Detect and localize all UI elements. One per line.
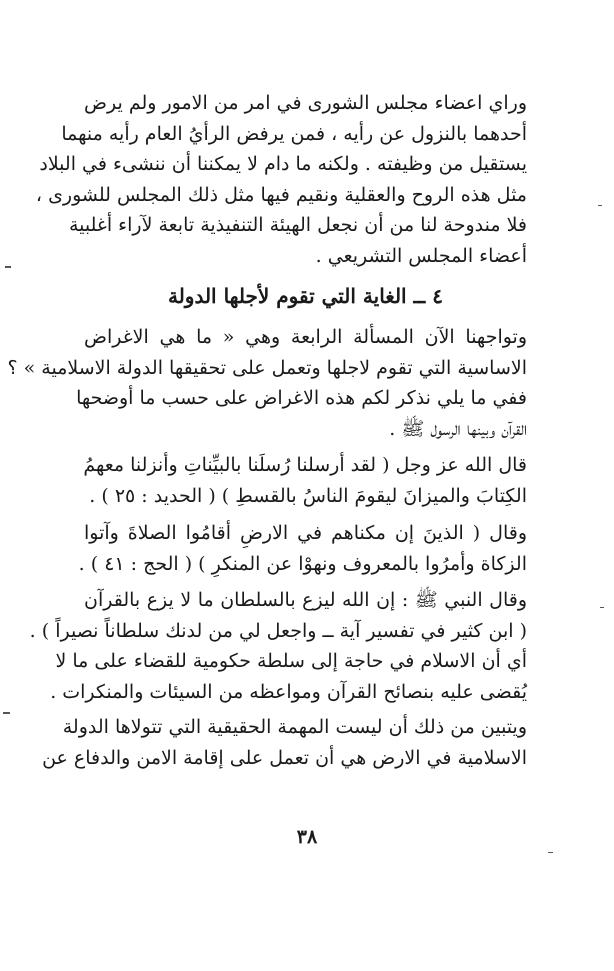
page-number: ٣٨ [296, 826, 318, 848]
text-line: أحدهما بالنزول عن رأيه ، فمن يرفض الرأيُ العام رأيه منهما [61, 122, 527, 145]
text-line: ( ابن كثير في تفسير آية ــ واجعل لي من لدنك سلطاناً نصيراً ) . [29, 619, 527, 642]
paragraph-4 [78, 518, 527, 579]
text-line: مثل هذه الروح والعقلية ونقيم فيها مثل ذلك المجلس للشورى ، [35, 183, 527, 206]
text-line: ففي ما يلي نذكر لكم هذه الاغراض على حسب ما أوضحها [76, 387, 527, 409]
text-line: يُقضى عليه بنصائح القرآن ومواعظه من السيئات والمنكرات . [50, 680, 527, 703]
text-line: يستقيل من وظيفته . ولكنه ما دام لا يمكننا أن ننشىء في البلاد [39, 153, 527, 175]
scan-mark [3, 712, 10, 714]
text-line: وقال النبي ﷺ : إن الله ليزع بالسلطان ما لا يزع بالقرآن [84, 589, 527, 611]
scan-mark [548, 852, 553, 853]
text-line: الزكاة وأمرُوا بالمعروف ونهوْا عن المنكرِ ) ( الحج : ٤١ ) . [78, 552, 527, 575]
text-line: وتواجهنا الآن المسألة الرابعة وهي « ما هي الاغراض [84, 326, 527, 348]
paragraph-3 [84, 450, 527, 511]
scan-mark [600, 607, 604, 608]
paragraph-2 [7, 322, 527, 444]
text-line: أي أن الاسلام في حاجة إلى سلطة حكومية للقضاء على ما لا [55, 650, 527, 672]
text-line: وقال ( الذينَ إن مكناهم في الارضِ أقامُوا الصلاةَ وآتوا [84, 522, 527, 544]
paragraph-6 [42, 712, 527, 773]
text-line: الاساسية التي تقوم لاجلها وتعمل على تحقيقها الدولة الاسلامية » ؟ [7, 356, 527, 379]
text-line: الكِتابَ والميزانَ ليقومَ الناسُ بالقسطِ ) ( الحديد : ٢٥ ) . [89, 484, 527, 507]
text-line: أعضاء المجلس التشريعي . [315, 244, 527, 267]
scan-mark [5, 266, 11, 268]
section-heading: ٤ ــ الغاية التي تقوم لأجلها الدولة [167, 284, 443, 308]
text-line: الاسلامية في الارض هي أن تعمل على إقامة الامن والدفاع عن [42, 746, 527, 769]
paragraph-5 [29, 585, 527, 707]
text-line: فلا مندوحة لنا من أن نجعل الهيئة التنفيذية تابعة لآراء أغلبية [68, 214, 527, 236]
text-line: وراي اعضاء مجلس الشورى في امر من الامور ولم يرض [84, 92, 527, 114]
text-line: ويتبين من ذلك أن ليست المهمة الحقيقية التي تتولاها الدولة [62, 716, 527, 738]
paragraph-1 [35, 88, 527, 271]
text-line: قال الله عز وجل ( لقد أرسلنا رُسلَنا بالبيِّناتِ وأنزلنا معهمُ [83, 454, 527, 476]
text-line: القرآن وبينها الرسول ﷺ . [389, 417, 527, 440]
scan-mark [598, 205, 602, 206]
